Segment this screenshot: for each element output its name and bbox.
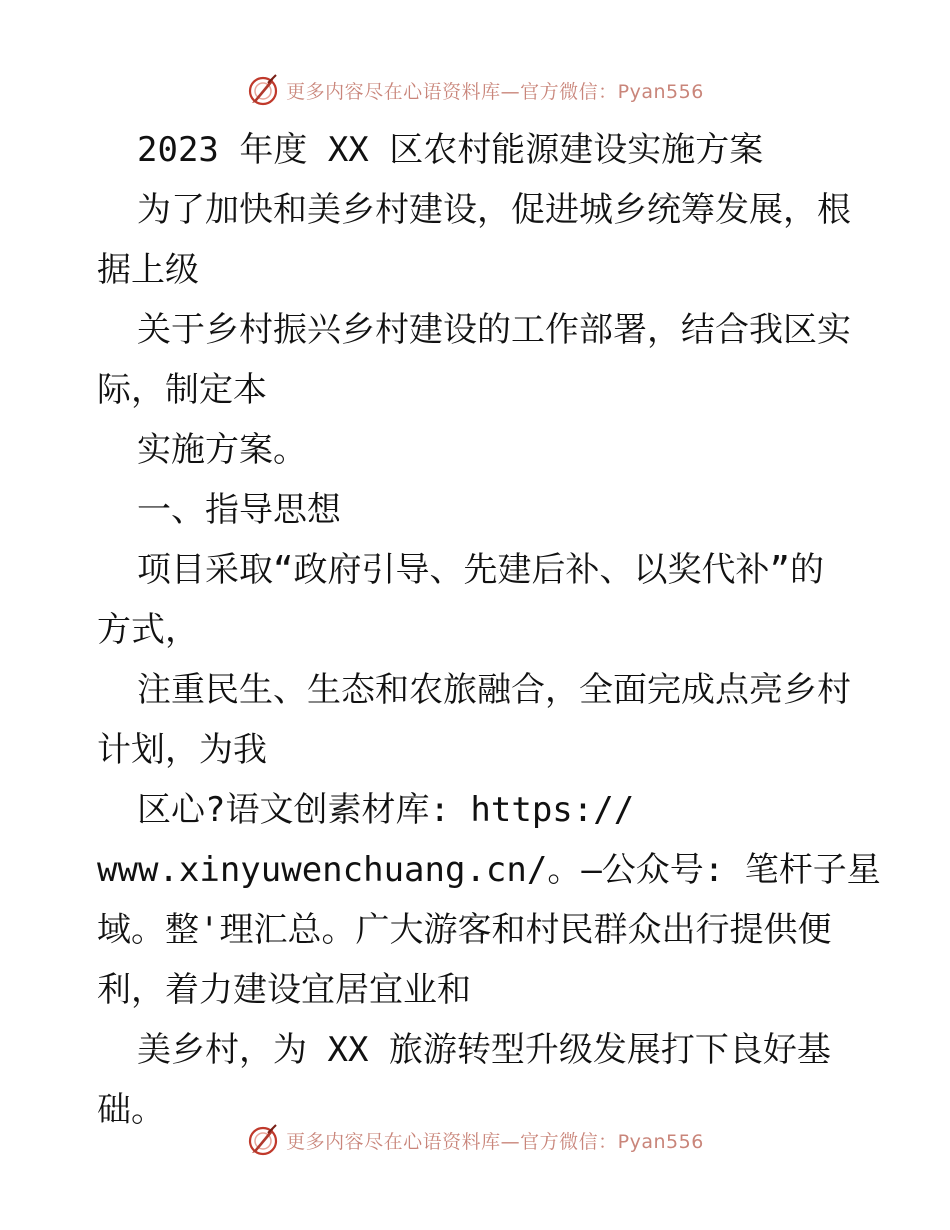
header-banner [0, 70, 950, 110]
footer-banner [0, 1120, 950, 1160]
quill-logo-icon [246, 73, 280, 107]
paragraph-line: 关于乡村振兴乡村建设的工作部署，结合我区实 [137, 310, 851, 350]
paragraph-line: 域。整'理汇总。广大游客和村民群众出行提供便 [97, 910, 832, 950]
paragraph-line: 据上级 [97, 250, 199, 290]
section-heading: 一、指导思想 [137, 490, 341, 530]
paragraph-line: 础。 [97, 1090, 165, 1130]
paragraph-line: 项目采取“政府引导、先建后补、以奖代补”的 [137, 550, 824, 590]
paragraph-line: 为了加快和美乡村建设，促进城乡统筹发展，根 [137, 190, 851, 230]
header-banner-text: 更多内容尽在心语资料库—官方微信：Pyan556 [286, 80, 704, 103]
paragraph-line: 实施方案。 [137, 430, 307, 470]
paragraph-line: 计划，为我 [97, 730, 267, 770]
paragraph-line: 美乡村，为 XX 旅游转型升级发展打下良好基 [137, 1030, 831, 1070]
paragraph-line: www.xinyuwenchuang.cn/。—公众号: 笔杆子星 [97, 850, 881, 890]
paragraph-line: 际，制定本 [97, 370, 267, 410]
quill-logo-icon [246, 1123, 280, 1157]
paragraph-line: 区心?语文创素材库: https:// [137, 790, 635, 830]
paragraph-line: 注重民生、生态和农旅融合，全面完成点亮乡村 [137, 670, 851, 710]
document-body [97, 120, 881, 1140]
footer-banner-text: 更多内容尽在心语资料库—官方微信：Pyan556 [286, 1130, 704, 1153]
document-title: 2023 年度 XX 区农村能源建设实施方案 [137, 130, 764, 170]
paragraph-line: 利，着力建设宜居宜业和 [97, 970, 471, 1010]
paragraph-line: 方式， [97, 610, 199, 650]
